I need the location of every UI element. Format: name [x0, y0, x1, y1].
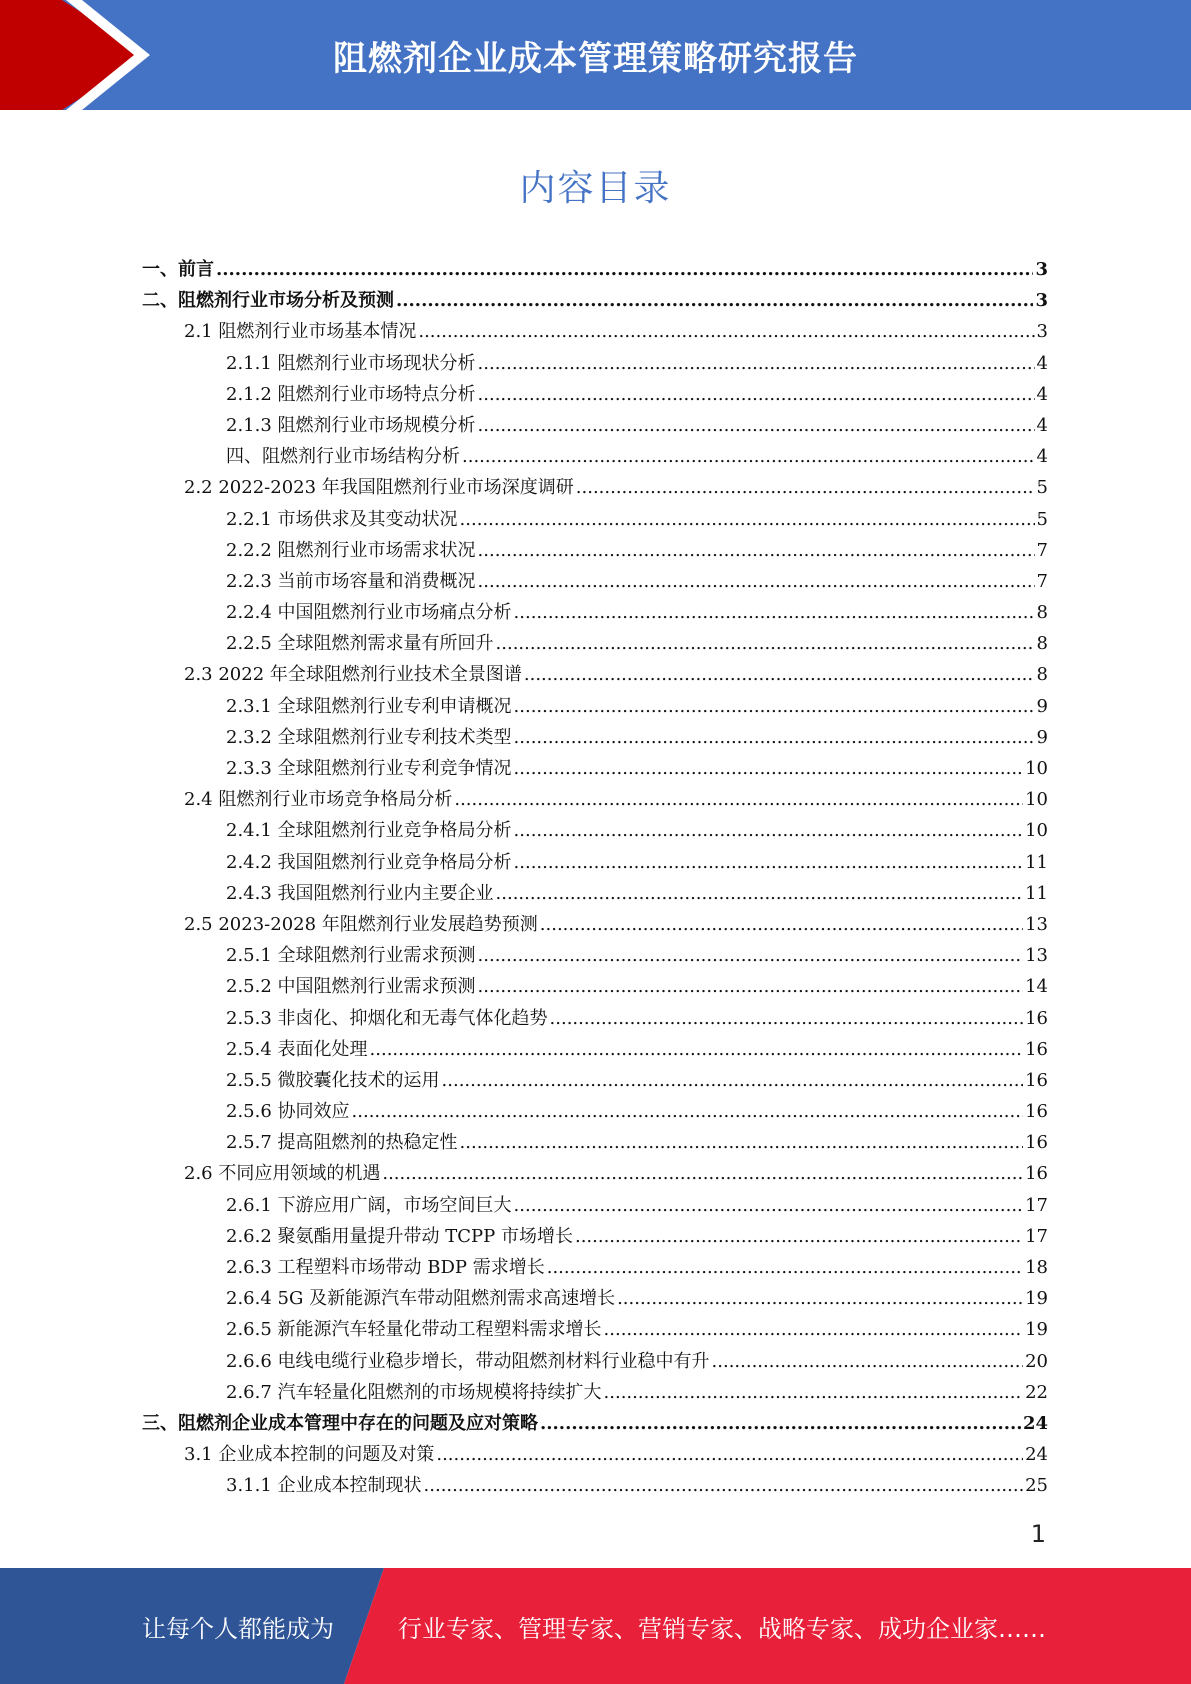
footer-slogan-right: 行业专家、管理专家、营销专家、战略专家、成功企业家……: [398, 1614, 1046, 1643]
toc-entry-label: 四、阻燃剂行业市场结构分析: [226, 446, 460, 468]
toc-leader-dots: [396, 285, 1033, 316]
toc-entry[interactable]: [142, 1346, 1048, 1377]
toc-entry-label: 2.2.1 市场供求及其变动状况: [226, 508, 458, 530]
toc-entry[interactable]: [142, 1252, 1048, 1283]
toc-leader-dots: [617, 1283, 1023, 1314]
toc-leader-dots: [540, 909, 1023, 940]
toc-entry[interactable]: [142, 597, 1048, 628]
toc-entry[interactable]: [142, 1439, 1048, 1470]
toc-entry[interactable]: [142, 1221, 1048, 1252]
toc-leader-dots: [604, 1377, 1024, 1408]
toc-entry-label: 2.2.5 全球阻燃剂需求量有所回升: [226, 633, 494, 655]
toc-entry-label: 2.5.6 协同效应: [226, 1101, 350, 1123]
toc-entry-page: 3: [1036, 321, 1048, 343]
toc-entry-page: 4: [1036, 383, 1048, 405]
toc-entry[interactable]: [142, 254, 1048, 285]
toc-entry-page: 19: [1025, 1319, 1048, 1341]
toc-leader-dots: [575, 1221, 1023, 1252]
toc-entry[interactable]: [142, 659, 1048, 690]
toc-entry-page: 9: [1036, 726, 1048, 748]
toc-entry-label: 2.5.4 表面化处理: [226, 1038, 368, 1060]
toc-entry-page: 8: [1036, 633, 1048, 655]
toc-entry-label: 2.6.3 工程塑料市场带动 BDP 需求增长: [226, 1257, 545, 1278]
toc-entry-page: 8: [1036, 602, 1048, 624]
toc-entry-label: 2.4.2 我国阻燃剂行业竞争格局分析: [226, 851, 512, 873]
toc-entry[interactable]: [142, 971, 1048, 1002]
toc-entry-page: 20: [1025, 1350, 1048, 1372]
toc-entry-page: 5: [1036, 508, 1048, 530]
toc-entry-page: 13: [1025, 913, 1048, 935]
toc-entry[interactable]: [142, 1034, 1048, 1065]
toc-entry-label: 2.6.4 5G 及新能源汽车带动阻燃剂需求高速增长: [226, 1288, 616, 1310]
toc-entry-label: 2.2.2 阻燃剂行业市场需求状况: [226, 539, 476, 561]
table-of-contents: [142, 254, 1048, 1502]
toc-entry[interactable]: [142, 784, 1048, 815]
toc-entry-label: 2.5.2 中国阻燃剂行业需求预测: [226, 976, 476, 998]
toc-entry-label: 2.4.1 全球阻燃剂行业竞争格局分析: [226, 820, 512, 842]
toc-entry-label: 2.5.1 全球阻燃剂行业需求预测: [226, 945, 476, 967]
toc-entry[interactable]: [142, 1158, 1048, 1189]
toc-entry-label: 2.2 2022-2023 年我国阻燃剂行业市场深度调研: [184, 477, 574, 499]
toc-entry-label: 2.3.1 全球阻燃剂行业专利申请概况: [226, 695, 512, 717]
toc-entry-page: 16: [1025, 1069, 1048, 1091]
toc-leader-dots: [442, 1065, 1024, 1096]
toc-entry-label: 2.4.3 我国阻燃剂行业内主要企业: [226, 882, 494, 904]
toc-leader-dots: [514, 815, 1024, 846]
toc-leader-dots: [478, 940, 1024, 971]
toc-entry-page: 24: [1025, 1444, 1048, 1466]
toc-leader-dots: [514, 847, 1024, 878]
toc-entry-page: 9: [1036, 695, 1048, 717]
toc-entry-label: 2.6.1 下游应用广阔，市场空间巨大: [226, 1194, 512, 1216]
toc-leader-dots: [424, 1470, 1024, 1501]
toc-leader-dots: [514, 597, 1035, 628]
toc-entry-label: 3.1 企业成本控制的问题及对策: [184, 1444, 435, 1466]
toc-entry-label: 2.6.7 汽车轻量化阻燃剂的市场规模将持续扩大: [226, 1381, 602, 1403]
toc-leader-dots: [478, 410, 1035, 441]
header-title: 阻燃剂企业成本管理策略研究报告: [333, 38, 858, 79]
toc-leader-dots: [352, 1096, 1024, 1127]
toc-entry[interactable]: [142, 566, 1048, 597]
toc-entry-page: 18: [1025, 1257, 1048, 1278]
toc-entry-page: 4: [1036, 446, 1048, 468]
toc-entry-page: 11: [1025, 882, 1048, 904]
toc-entry-label: 2.5.3 非卤化、抑烟化和无毒气体化趋势: [226, 1007, 548, 1029]
toc-entry-label: 2.3.3 全球阻燃剂行业专利竞争情况: [226, 758, 512, 779]
footer-slogan-left: 让每个人都能成为: [142, 1614, 334, 1643]
toc-entry-label: 3.1.1 企业成本控制现状: [226, 1475, 422, 1497]
toc-entry-page: 17: [1025, 1225, 1048, 1247]
toc-entry[interactable]: [142, 410, 1048, 441]
toc-entry-label: 一、前言: [142, 259, 214, 280]
toc-entry[interactable]: [142, 1065, 1048, 1096]
toc-entry-page: 19: [1025, 1288, 1048, 1310]
toc-entry[interactable]: [142, 316, 1048, 347]
toc-entry-page: 14: [1025, 976, 1048, 998]
toc-entry[interactable]: [142, 1314, 1048, 1345]
toc-entry-label: 2.5 2023-2028 年阻燃剂行业发展趋势预测: [184, 913, 538, 935]
toc-entry[interactable]: [142, 1003, 1048, 1034]
header-banner: [0, 0, 1191, 110]
toc-leader-dots: [370, 1034, 1024, 1065]
toc-entry[interactable]: [142, 1190, 1048, 1221]
toc-entry-page: 7: [1036, 539, 1048, 561]
toc-entry-page: 11: [1025, 851, 1048, 873]
toc-entry[interactable]: [142, 753, 1048, 784]
toc-leader-dots: [460, 1127, 1024, 1158]
toc-entry-page: 3: [1035, 259, 1048, 280]
toc-leader-dots: [712, 1346, 1024, 1377]
toc-entry[interactable]: [142, 348, 1048, 379]
toc-entry-page: 16: [1025, 1101, 1048, 1123]
toc-entry-label: 2.6.5 新能源汽车轻量化带动工程塑料需求增长: [226, 1319, 602, 1341]
toc-entry-page: 5: [1036, 477, 1048, 499]
toc-entry-page: 22: [1025, 1381, 1048, 1403]
toc-entry-page: 10: [1025, 789, 1048, 811]
toc-entry[interactable]: [142, 1096, 1048, 1127]
toc-leader-dots: [550, 1003, 1024, 1034]
page-number: 1: [1030, 1520, 1046, 1548]
toc-leader-dots: [604, 1314, 1024, 1345]
toc-entry[interactable]: [142, 441, 1048, 472]
toc-leader-dots: [460, 504, 1035, 535]
toc-entry-page: 16: [1025, 1163, 1048, 1185]
toc-leader-dots: [496, 628, 1035, 659]
toc-entry[interactable]: [142, 285, 1048, 316]
toc-leader-dots: [540, 1408, 1021, 1439]
toc-leader-dots: [514, 691, 1035, 722]
toc-entry[interactable]: [142, 535, 1048, 566]
toc-leader-dots: [496, 878, 1024, 909]
toc-entry-page: 3: [1035, 290, 1048, 312]
toc-entry-page: 24: [1022, 1412, 1048, 1434]
toc-entry-page: 16: [1025, 1038, 1048, 1060]
toc-entry[interactable]: [142, 1470, 1048, 1501]
toc-leader-dots: [478, 566, 1035, 597]
toc-entry-label: 2.5.5 微胶囊化技术的运用: [226, 1069, 440, 1091]
toc-entry-label: 2.1.2 阻燃剂行业市场特点分析: [226, 383, 476, 405]
toc-entry[interactable]: [142, 722, 1048, 753]
toc-leader-dots: [478, 379, 1035, 410]
toc-leader-dots: [576, 472, 1035, 503]
toc-leader-dots: [514, 1190, 1024, 1221]
toc-entry[interactable]: [142, 909, 1048, 940]
footer-banner: [0, 1568, 1191, 1684]
toc-entry[interactable]: [142, 1127, 1048, 1158]
toc-entry[interactable]: [142, 847, 1048, 878]
toc-entry-label: 2.1.3 阻燃剂行业市场规模分析: [226, 414, 476, 436]
toc-entry[interactable]: [142, 691, 1048, 722]
toc-leader-dots: [382, 1158, 1023, 1189]
toc-entry-label: 2.6.6 电线电缆行业稳步增长，带动阻燃剂材料行业稳中有升: [226, 1350, 710, 1372]
toc-entry-page: 16: [1025, 1007, 1048, 1029]
toc-entry-page: 25: [1025, 1475, 1048, 1497]
toc-leader-dots: [418, 316, 1034, 347]
toc-leader-dots: [547, 1252, 1023, 1283]
toc-entry-page: 10: [1025, 758, 1048, 779]
toc-leader-dots: [478, 348, 1035, 379]
toc-leader-dots: [436, 1439, 1023, 1470]
toc-entry[interactable]: [142, 940, 1048, 971]
toc-entry[interactable]: [142, 1377, 1048, 1408]
toc-leader-dots: [454, 784, 1023, 815]
toc-entry-label: 三、阻燃剂企业成本管理中存在的问题及应对策略: [142, 1412, 538, 1434]
toc-title: 内容目录: [519, 168, 672, 209]
toc-entry-page: 4: [1036, 352, 1048, 374]
toc-entry[interactable]: [142, 504, 1048, 535]
toc-entry-label: 二、阻燃剂行业市场分析及预测: [142, 290, 394, 312]
toc-leader-dots: [524, 659, 1035, 690]
toc-leader-dots: [216, 254, 1033, 285]
toc-entry-label: 2.3 2022 年全球阻燃剂行业技术全景图谱: [184, 664, 522, 686]
toc-entry-label: 2.1.1 阻燃剂行业市场现状分析: [226, 352, 476, 374]
toc-leader-dots: [514, 753, 1024, 784]
toc-leader-dots: [478, 971, 1024, 1002]
toc-entry-page: 7: [1036, 570, 1048, 592]
toc-entry[interactable]: [142, 1283, 1048, 1314]
toc-entry[interactable]: [142, 472, 1048, 503]
toc-entry[interactable]: [142, 815, 1048, 846]
toc-leader-dots: [514, 722, 1035, 753]
toc-entry-page: 8: [1036, 664, 1048, 686]
toc-entry-page: 10: [1025, 820, 1048, 842]
toc-entry[interactable]: [142, 1408, 1048, 1439]
toc-leader-dots: [478, 535, 1035, 566]
toc-entry-page: 16: [1025, 1132, 1048, 1154]
toc-entry-page: 4: [1036, 414, 1048, 436]
toc-entry-label: 2.2.4 中国阻燃剂行业市场痛点分析: [226, 602, 512, 624]
toc-entry-label: 2.6.2 聚氨酯用量提升带动 TCPP 市场增长: [226, 1225, 573, 1247]
toc-entry-label: 2.2.3 当前市场容量和消费概况: [226, 570, 476, 592]
toc-leader-dots: [462, 441, 1035, 472]
toc-entry-label: 2.1 阻燃剂行业市场基本情况: [184, 321, 417, 343]
toc-entry-label: 2.6 不同应用领域的机遇: [184, 1163, 381, 1185]
toc-entry-label: 2.5.7 提高阻燃剂的热稳定性: [226, 1132, 458, 1154]
toc-entry-page: 13: [1025, 945, 1048, 967]
toc-entry[interactable]: [142, 379, 1048, 410]
toc-entry-label: 2.3.2 全球阻燃剂行业专利技术类型: [226, 726, 512, 748]
toc-entry[interactable]: [142, 878, 1048, 909]
toc-entry-label: 2.4 阻燃剂行业市场竞争格局分析: [184, 789, 453, 811]
toc-entry[interactable]: [142, 628, 1048, 659]
toc-entry-page: 17: [1025, 1194, 1048, 1216]
